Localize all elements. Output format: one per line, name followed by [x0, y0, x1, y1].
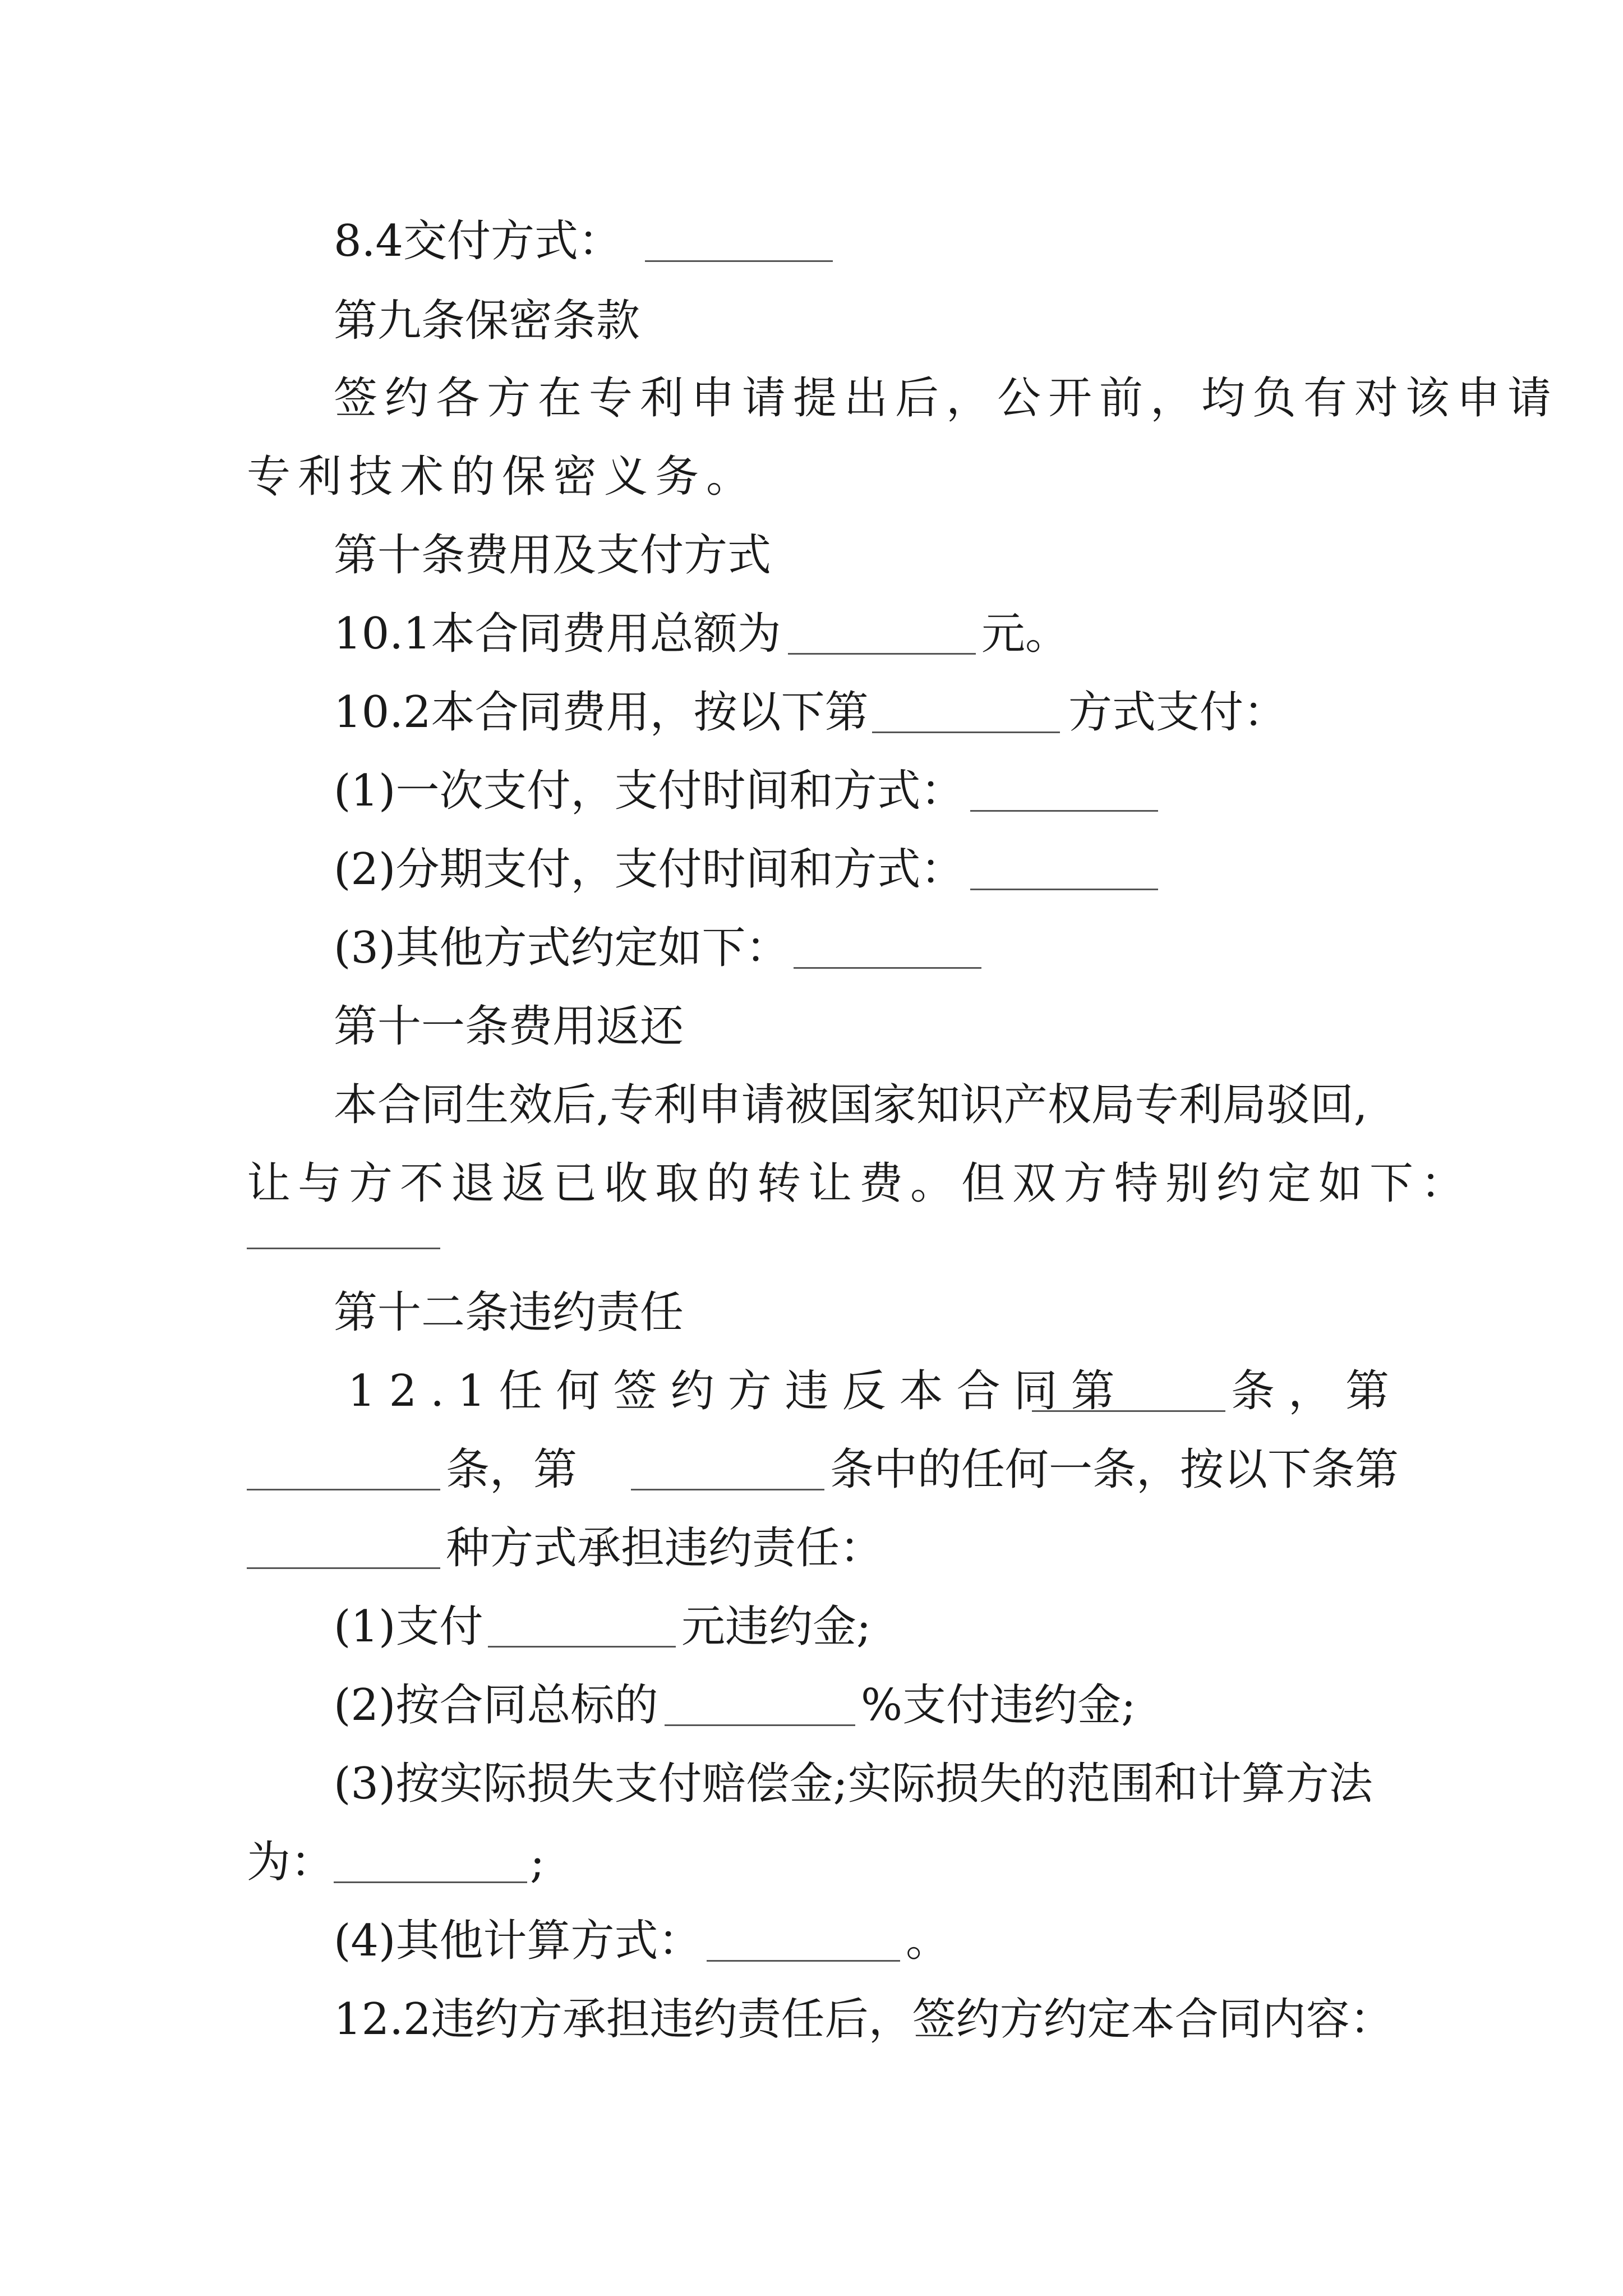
special-agreement-line — [0, 1189, 1623, 1268]
liability-option-2-text-a: (2)按合同总标的 — [334, 1680, 658, 1731]
refund-line-1 — [0, 1066, 1623, 1144]
clause-10-2-line — [0, 673, 1623, 752]
article-10-heading — [0, 516, 1623, 595]
confidentiality-line-1 — [0, 359, 1623, 438]
violated-article-blank-3 — [631, 1489, 824, 1490]
installment-terms-blank — [970, 889, 1158, 890]
clause-8-4-line — [0, 202, 1623, 280]
clause-12-1-line-3 — [0, 1509, 1623, 1588]
liability-option-1-text-a: (1)支付 — [334, 1602, 483, 1652]
article-11-heading — [0, 987, 1623, 1066]
clause-12-1-text-b: 条，第 — [1231, 1366, 1403, 1416]
liability-option-3-line — [0, 1745, 1623, 1823]
liability-option-2-line — [0, 1666, 1623, 1745]
clause-10-2-text-a: 10.2本合同费用，按以下第 — [334, 687, 869, 738]
payment-option-1-text: (1)一次支付，支付时间和方式： — [334, 766, 965, 816]
total-fee-blank — [788, 653, 976, 655]
clause-12-1-text-c: 条，第 — [446, 1444, 578, 1495]
clause-12-1-line-2 — [0, 1430, 1623, 1509]
liability-option-1-text-b: 元违约金; — [681, 1602, 872, 1652]
clause-10-1-line — [0, 595, 1623, 673]
confidentiality-text-1: 签约各方在专利申请提出后，公开前，均负有对该申请 — [334, 373, 1559, 424]
liability-option-2-text-b: %支付违约金; — [861, 1680, 1136, 1731]
violated-article-blank-2 — [247, 1489, 440, 1490]
payment-option-3-text: (3)其他方式约定如下： — [334, 923, 790, 973]
refund-text-1: 本合同生效后,专利申请被国家知识产权局专利局驳回, — [334, 1080, 1368, 1130]
payment-option-1-line — [0, 752, 1623, 830]
liability-option-3-text-a: 为： — [247, 1837, 335, 1888]
article-10-title: 第十条费用及支付方式 — [334, 530, 772, 581]
clause-8-4-text: 8.4交付方式： — [334, 216, 623, 266]
clause-12-1-text-a: 12.1任何签约方违反本合同第 — [348, 1366, 1128, 1416]
clause-12-1-line-1 — [0, 1352, 1623, 1430]
violated-article-blank-1 — [1032, 1410, 1225, 1412]
delivery-method-blank — [645, 260, 833, 262]
article-11-title: 第十一条费用返还 — [334, 1001, 684, 1052]
payment-option-2-text: (2)分期支付，支付时间和方式： — [334, 844, 965, 895]
liability-option-4-line — [0, 1902, 1623, 1980]
clause-12-2-text: 12.2违约方承担违约责任后，签约方约定本合同内容： — [334, 1994, 1394, 2045]
liability-option-blank — [247, 1567, 440, 1569]
clause-10-1-text-b: 元。 — [981, 609, 1069, 659]
article-9-title: 第九条保密条款 — [334, 296, 640, 346]
clause-10-1-text-a: 10.1本合同费用总额为 — [334, 609, 781, 659]
refund-text-2: 让与方不退返已收取的转让费。但双方特别约定如下： — [247, 1158, 1472, 1209]
article-12-title: 第十二条违约责任 — [334, 1287, 684, 1338]
clause-12-1-text-e: 种方式承担违约责任： — [446, 1523, 884, 1573]
liability-option-3-text: (3)按实际损失支付赔偿金;实际损失的范围和计算方法 — [334, 1759, 1373, 1809]
clause-10-2-text-b: 方式支付： — [1068, 687, 1288, 738]
clause-12-1-text-d: 条中的任何一条，按以下条第 — [830, 1444, 1399, 1495]
loss-calculation-blank — [334, 1881, 527, 1883]
other-calculation-blank — [707, 1960, 900, 1962]
liability-option-3-text-b: ; — [530, 1837, 545, 1888]
payment-option-3-line — [0, 909, 1623, 987]
penalty-amount-blank — [488, 1646, 676, 1648]
lump-sum-terms-blank — [970, 810, 1158, 812]
article-9-heading — [0, 282, 1623, 360]
clause-12-2-line — [0, 1980, 1623, 2059]
liability-option-4-text-b: 。 — [906, 1916, 950, 1966]
payment-option-blank — [872, 731, 1060, 733]
liability-option-1-line — [0, 1588, 1623, 1666]
confidentiality-line-2 — [0, 438, 1623, 516]
liability-option-4-text-a: (4)其他计算方式： — [334, 1916, 702, 1966]
liability-option-3-cont-line — [0, 1823, 1623, 1902]
confidentiality-text-2: 专利技术的保密义务。 — [247, 452, 758, 502]
article-12-heading — [0, 1273, 1623, 1352]
payment-option-2-line — [0, 830, 1623, 909]
penalty-percent-blank — [665, 1724, 855, 1726]
other-payment-blank — [794, 967, 981, 969]
special-agreement-blank — [247, 1248, 440, 1249]
